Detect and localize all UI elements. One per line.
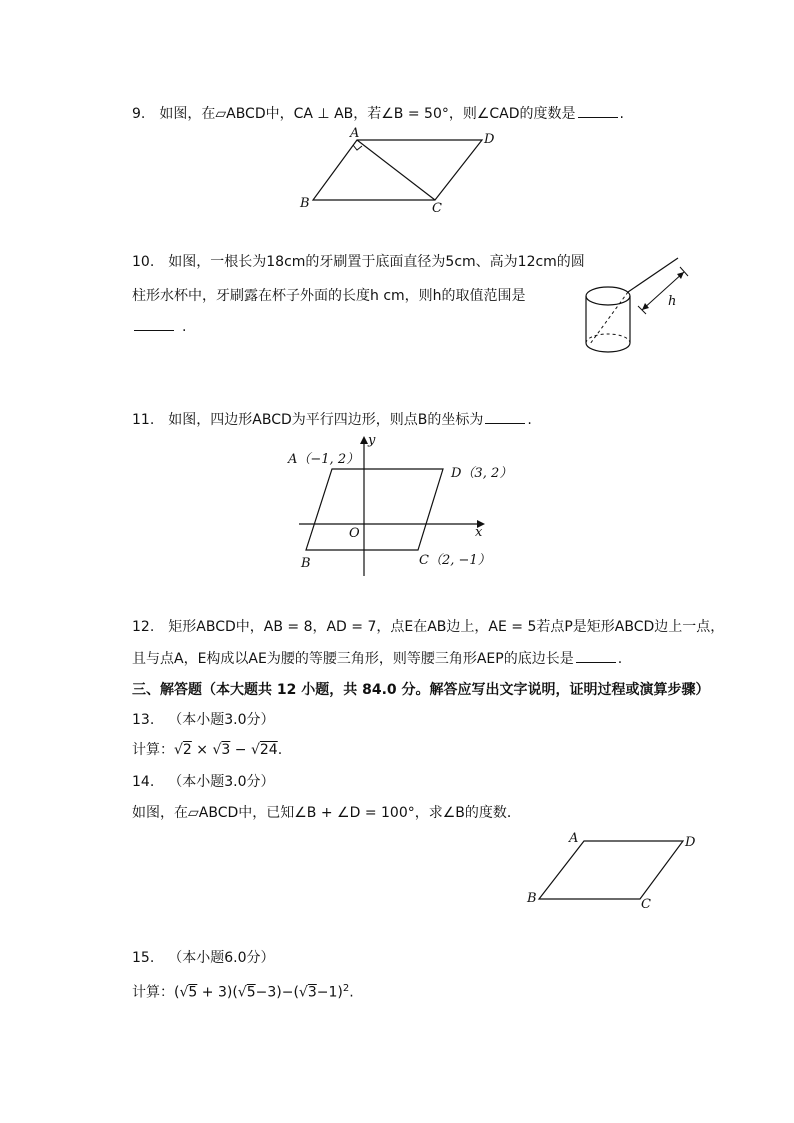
q10-cup-figure [580, 256, 700, 361]
q9-answer-blank[interactable] [578, 103, 618, 118]
q12-line1: 矩形ABCD中，AB = 8，AD = 7，点E在AB边上，AE = 5若点P是矩形ABCD边上一点， [168, 619, 725, 635]
q9-diagonal-ac [357, 140, 435, 200]
q12-line2: 且与点A，E构成以AE为腰的等腰三角形，则等腰三角形AEP的底边长是 [132, 651, 574, 667]
q14-header [132, 772, 275, 792]
q10-line2: 柱形水杯中，牙刷露在杯子外面的长度h cm，则h的取值范围是 [132, 288, 526, 304]
q10-label-h: h [668, 294, 677, 309]
q11-parallelogram [306, 469, 443, 550]
q11-y-axis-arrow [360, 436, 368, 444]
q14-parallelogram [539, 841, 683, 899]
q9-question: 如图，在▱ABCD中，CA ⊥ AB，若∠B = 50°，则∠CAD的度数是 [159, 106, 576, 122]
q15-exponent: 2 [342, 983, 350, 994]
q13-times: × [191, 742, 213, 758]
q14-parallelogram-figure [525, 828, 705, 912]
q13-header [132, 710, 275, 730]
q14-label-a: A [569, 831, 579, 846]
q15-header [132, 948, 275, 968]
q9-label-c: C [432, 201, 442, 216]
q10-cup-bottom-back [586, 334, 630, 343]
q9-label-d: D [484, 132, 495, 147]
q14-label-b: B [527, 891, 537, 906]
q10-line-1 [132, 252, 585, 272]
q11-answer-blank[interactable] [485, 409, 525, 424]
q9-parallelogram [313, 140, 482, 200]
q11-label-y: y [368, 433, 376, 448]
q9-number: 9. [132, 106, 146, 122]
q15-expression: 计算：$(√5 + 3)(√5-3)-(√3-1)^2$. [132, 983, 354, 1001]
q11-text-line [132, 409, 532, 430]
q11-question: 如图，四边形ABCD为平行四边形，则点B的坐标为 [168, 412, 484, 428]
q9-label-a: A [350, 126, 360, 141]
q15-part-4: −1) [316, 984, 343, 1001]
q11-label-b: B [301, 556, 311, 571]
q9-text-line [132, 103, 624, 124]
q15-paren-1: ( [174, 984, 180, 1001]
q15-score: （本小题6.0分） [168, 950, 275, 966]
q14-question: 如图，在▱ABCD中，已知∠B + ∠D = 100°，求∠B的度数． [132, 805, 521, 821]
q15-part-3: −3)−( [255, 984, 299, 1001]
q10-answer-blank[interactable] [134, 316, 174, 331]
q11-label-x: x [475, 525, 483, 540]
q9-end: . [619, 106, 624, 122]
q15-radicand-5b: 5 [246, 984, 256, 1001]
q10-line-2 [132, 286, 526, 306]
q14-number: 14. [132, 774, 155, 790]
q14-label-c: C [641, 897, 651, 912]
q13-prefix: 计算： [132, 742, 174, 758]
q10-line-3 [132, 316, 186, 337]
q14-label-d: D [685, 835, 696, 850]
q13-radicand-3: 3 [221, 742, 231, 758]
q12-number: 12. [132, 619, 155, 635]
q11-number: 11. [132, 412, 155, 428]
q13-minus: − [230, 742, 251, 758]
q13-radicand-2: 2 [182, 742, 192, 758]
q10-number: 10. [132, 254, 155, 270]
q13-expression: 计算：√2 × √3 − √24. [132, 742, 283, 758]
q15-radicand-3: 3 [307, 984, 317, 1001]
q15-prefix: 计算： [132, 984, 174, 1001]
q11-label-c: C（2, −1） [419, 553, 491, 568]
q15-radicand-5a: 5 [188, 984, 198, 1001]
q11-label-a: A（−1, 2） [288, 452, 360, 467]
q10-toothbrush-outside [628, 258, 678, 292]
q12-line-1 [132, 617, 724, 637]
q14-score: （本小题3.0分） [168, 774, 275, 790]
section-3-title: 三、解答题（本大题共 12 小题，共 84.0 分。解答应写出文字说明，证明过程或演算步骤） [132, 682, 710, 698]
q15-end: . [349, 984, 354, 1001]
q11-end: . [527, 412, 532, 428]
q13-score: （本小题3.0分） [168, 712, 275, 728]
q10-line1: 如图，一根长为18cm的牙刷置于底面直径为5cm、高为12cm的圆 [168, 254, 585, 270]
q13-radicand-24: 24 [259, 742, 278, 758]
q11-label-d: D（3, 2） [451, 466, 513, 481]
q13-number: 13. [132, 712, 155, 728]
q13-end: . [277, 742, 283, 758]
q12-end: . [617, 651, 623, 667]
q10-toothbrush-inside [590, 292, 628, 344]
q11-coordinate-figure [285, 432, 515, 580]
q9-label-b: B [300, 196, 310, 211]
q12-answer-blank[interactable] [576, 648, 616, 663]
q12-line-2 [132, 648, 622, 669]
q15-part-2: + 3)( [197, 984, 238, 1001]
q11-label-o: O [349, 526, 360, 541]
q9-parallelogram-figure [300, 126, 500, 216]
q10-end: . [182, 319, 187, 335]
q10-cup-bottom-front [586, 343, 630, 352]
q10-cup-top [586, 287, 630, 305]
q9-right-angle-mark [353, 145, 362, 150]
q15-number: 15. [132, 950, 155, 966]
